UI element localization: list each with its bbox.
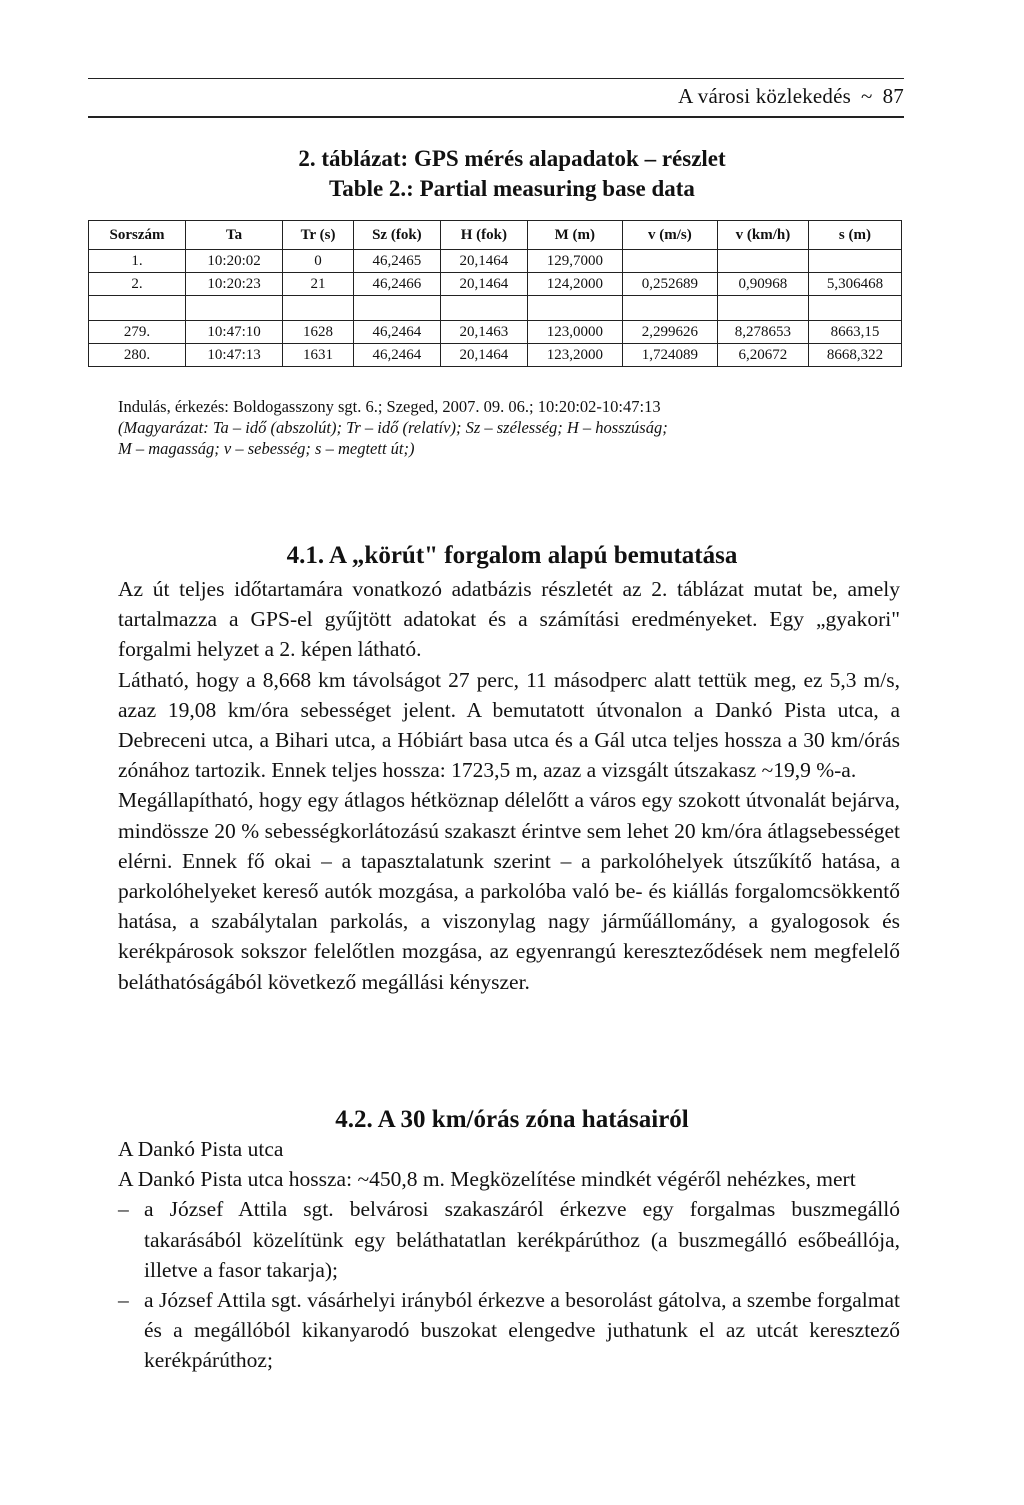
running-header bbox=[678, 84, 904, 109]
table-cell: 124,2000 bbox=[527, 273, 622, 296]
column-header: v (km/h) bbox=[717, 221, 808, 250]
table-cell: 1631 bbox=[283, 344, 354, 367]
paragraph: A Dankó Pista utca hossza: ~450,8 m. Megközelítése mindkét végéről nehézkes, mert bbox=[118, 1167, 856, 1192]
table-row bbox=[89, 344, 902, 367]
gps-data-table bbox=[88, 220, 902, 367]
paragraph: Látható, hogy a 8,668 km távolságot 27 perc, 11 másodperc alatt tettük meg, ez 5,3 m/s, azaz 19,08 km/óra sebességet jelent. A bemutatott útvonalon a Dankó Pista utca, a Debreceni utca, a Bihari utca, a Hóbiárt basa utca és a Gál utca teljes hossza a 30 km/órás zónához tartozik. Ennek teljes hossza: 1723,5 m, azaz a vizsgált útszakasz ~19,9 %-a. bbox=[118, 667, 900, 783]
table-notes bbox=[118, 396, 908, 459]
abbreviation-legend-line-1: (Magyarázat: Ta – idő (abszolút); Tr – idő (relatív); Sz – szélesség; H – hosszúság; bbox=[118, 418, 668, 437]
table-cell bbox=[89, 296, 186, 321]
table-cell: 0 bbox=[283, 250, 354, 273]
section-4-2-body bbox=[118, 1134, 900, 1376]
table-cell bbox=[622, 250, 717, 273]
table-cell: 2. bbox=[89, 273, 186, 296]
table-cell: 20,1463 bbox=[440, 321, 527, 344]
paragraph: Az út teljes időtartamára vonatkozó adatbázis részletét az 2. táblázat mutat be, amely tartalmazza a GPS-el gyűjtött adatokat és a számítási eredményeket. Egy „gyakori" forgalmi helyzet a 2. képen látható. bbox=[118, 577, 900, 662]
table-cell bbox=[527, 296, 622, 321]
table-row-omitted bbox=[89, 296, 902, 321]
table-cell: 46,2466 bbox=[353, 273, 440, 296]
column-header: M (m) bbox=[527, 221, 622, 250]
section-heading-4-2: 4.2. A 30 km/órás zóna hatásairól bbox=[335, 1106, 689, 1133]
table-cell: 46,2464 bbox=[353, 321, 440, 344]
table-cell: 10:20:02 bbox=[186, 250, 283, 273]
table-cell bbox=[717, 250, 808, 273]
table-cell: 6,20672 bbox=[717, 344, 808, 367]
table-cell bbox=[808, 250, 901, 273]
column-header: v (m/s) bbox=[622, 221, 717, 250]
table-cell bbox=[440, 296, 527, 321]
table-cell bbox=[808, 296, 901, 321]
page-number: 87 bbox=[882, 84, 904, 108]
subheading: A Dankó Pista utca bbox=[118, 1137, 284, 1161]
list-item: – a József Attila sgt. vásárhelyi irányból érkezve a besorolást gátolva, a szembe forgalmat és a megállóból kikanyarodó buszokat elengedve juthatunk el az utcát keresztező kerékpárúthoz; bbox=[118, 1285, 900, 1376]
table-cell: 1,724089 bbox=[622, 344, 717, 367]
header-bottom-rule bbox=[88, 116, 904, 118]
table-cell: 2,299626 bbox=[622, 321, 717, 344]
table-row bbox=[89, 321, 902, 344]
table-caption-english: Table 2.: Partial measuring base data bbox=[329, 176, 695, 201]
abbreviation-legend-line-2: M – magasság; v – sebesség; s – megtett út;) bbox=[118, 439, 415, 458]
table-cell: 0,252689 bbox=[622, 273, 717, 296]
table-cell: 10:20:23 bbox=[186, 273, 283, 296]
table-cell: 1. bbox=[89, 250, 186, 273]
table-cell: 129,7000 bbox=[527, 250, 622, 273]
table-caption-hungarian: 2. táblázat: GPS mérés alapadatok – részlet bbox=[298, 146, 726, 171]
table-cell: 46,2465 bbox=[353, 250, 440, 273]
measurement-info: Indulás, érkezés: Boldogasszony sgt. 6.; Szeged, 2007. 09. 06.; 10:20:02-10:47:13 bbox=[118, 397, 661, 416]
running-title: A városi közlekedés bbox=[678, 84, 852, 108]
header-separator: ~ bbox=[861, 84, 873, 108]
table-cell: 10:47:13 bbox=[186, 344, 283, 367]
column-header: Tr (s) bbox=[283, 221, 354, 250]
header-top-rule bbox=[88, 78, 904, 79]
table-cell bbox=[186, 296, 283, 321]
table-cell: 46,2464 bbox=[353, 344, 440, 367]
table-row bbox=[89, 273, 902, 296]
section-heading-4-1: 4.1. A „körút" forgalom alapú bemutatása bbox=[286, 542, 738, 569]
table-cell bbox=[622, 296, 717, 321]
table-cell: 20,1464 bbox=[440, 250, 527, 273]
column-header: s (m) bbox=[808, 221, 901, 250]
table-cell: 8663,15 bbox=[808, 321, 901, 344]
table-cell bbox=[717, 296, 808, 321]
paragraph: Megállapítható, hogy egy átlagos hétköznap délelőtt a város egy szokott útvonalát bejárva, mindössze 20 % sebességkorlátozású szakaszt érintve sem lehet 20 km/óra átlagsebességet elérni. Ennek fő okai – a tapasztalatunk szerint – a parkolóhelyek útszűkítő hatása, a parkolóhelyeket kereső autók mozgása, a parkolóba való be- és kiállás forgalomcsökkentő hatása, a szabálytalan parkolás, a viszonylag nagy járműállomány, a gyalogosok és kerékpárosok sokszor felelőtlen mozgása, az egyenrangú kereszteződések nem megfelelő beláthatóságából következő megállási kényszer. bbox=[118, 788, 900, 994]
column-header: Sorszám bbox=[89, 221, 186, 250]
table-cell: 21 bbox=[283, 273, 354, 296]
column-header: Ta bbox=[186, 221, 283, 250]
table-cell: 123,2000 bbox=[527, 344, 622, 367]
dash-list bbox=[118, 1194, 900, 1375]
table-cell: 8668,322 bbox=[808, 344, 901, 367]
column-header: H (fok) bbox=[440, 221, 527, 250]
table-cell: 123,0000 bbox=[527, 321, 622, 344]
table-cell: 20,1464 bbox=[440, 273, 527, 296]
table-cell: 0,90968 bbox=[717, 273, 808, 296]
table-cell: 8,278653 bbox=[717, 321, 808, 344]
table-cell: 279. bbox=[89, 321, 186, 344]
table-row bbox=[89, 250, 902, 273]
table-cell bbox=[353, 296, 440, 321]
column-header: Sz (fok) bbox=[353, 221, 440, 250]
section-4-1-body bbox=[118, 574, 900, 997]
table-cell: 1628 bbox=[283, 321, 354, 344]
table-header-row bbox=[89, 221, 902, 250]
table-cell: 10:47:10 bbox=[186, 321, 283, 344]
table-cell bbox=[283, 296, 354, 321]
table-cell: 280. bbox=[89, 344, 186, 367]
table-cell: 20,1464 bbox=[440, 344, 527, 367]
list-item: – a József Attila sgt. belvárosi szakaszáról érkezve egy forgalmas buszmegálló takarásából közelítünk egy beláthatatlan kerékpárúthoz (a buszmegálló esőbeállója, illetve a fasor takarja); bbox=[118, 1194, 900, 1285]
table-cell: 5,306468 bbox=[808, 273, 901, 296]
